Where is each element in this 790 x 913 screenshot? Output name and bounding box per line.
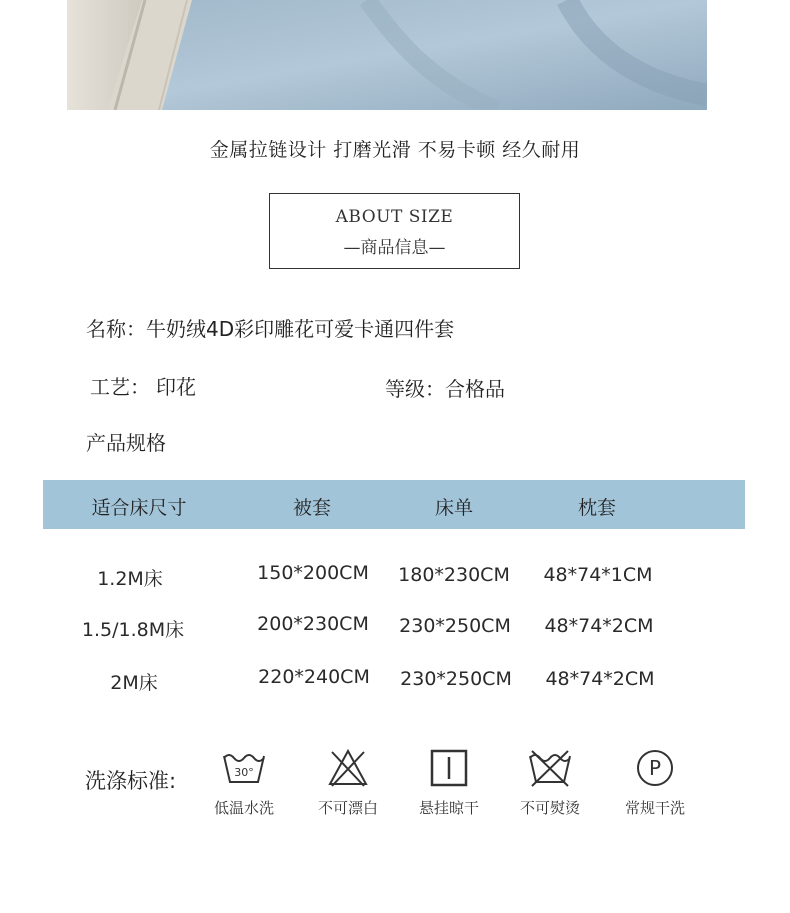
product-photo-fabric xyxy=(67,0,707,110)
product-grade-row xyxy=(385,373,505,402)
product-craft-value: 印花 xyxy=(156,375,196,399)
no-bleach-text: 不可漂白 xyxy=(317,799,379,817)
dry-clean-p-icon xyxy=(633,748,677,788)
row-bed-size: 1.2M床 xyxy=(97,568,163,590)
about-size-title-en: ABOUT SIZE xyxy=(335,207,454,227)
product-name-label: 名称： xyxy=(86,317,146,341)
spec-table-header xyxy=(43,480,745,529)
no-iron-icon xyxy=(528,748,572,788)
spec-header-bed-sheet: 床单 xyxy=(434,497,474,519)
about-size-title-cn: —商品信息— xyxy=(343,238,446,258)
zipper-feature-caption: 金属拉链设计 打磨光滑 不易卡顿 经久耐用 xyxy=(209,139,581,161)
row-pillowcase: 48*74*2CM xyxy=(544,615,654,637)
product-grade-label: 等级： xyxy=(385,377,445,401)
spec-header-duvet-cover: 被套 xyxy=(292,497,332,519)
no-iron-text: 不可熨烫 xyxy=(519,799,581,817)
row-bed-size: 2M床 xyxy=(110,672,158,694)
product-name-row xyxy=(86,313,454,342)
row-pillowcase: 48*74*2CM xyxy=(545,668,655,690)
row-duvet-cover: 150*200CM xyxy=(257,562,369,584)
product-name-value: 牛奶绒4D彩印雕花可爱卡通四件套 xyxy=(146,317,455,341)
washing-label: 洗涤标准: xyxy=(85,769,177,793)
spec-section-title: 产品规格 xyxy=(86,431,166,455)
product-grade-value: 合格品 xyxy=(445,377,505,401)
spec-header-bed-size: 适合床尺寸 xyxy=(91,497,187,519)
row-duvet-cover: 200*230CM xyxy=(257,613,369,635)
about-size-box xyxy=(269,193,520,269)
row-duvet-cover: 220*240CM xyxy=(258,666,370,688)
row-bed-sheet: 230*250CM xyxy=(399,615,511,637)
product-craft-label: 工艺： xyxy=(90,375,150,399)
row-bed-sheet: 180*230CM xyxy=(398,564,510,586)
wash-temp-text: 30° xyxy=(234,766,254,779)
row-bed-sheet: 230*250CM xyxy=(400,668,512,690)
product-craft-row xyxy=(90,371,196,400)
dry-clean-letter: P xyxy=(648,756,662,780)
row-bed-size: 1.5/1.8M床 xyxy=(81,619,185,641)
row-pillowcase: 48*74*1CM xyxy=(543,564,653,586)
wash-30-icon xyxy=(222,748,266,788)
spec-header-pillowcase: 枕套 xyxy=(577,497,617,519)
dry-clean-text: 常规干洗 xyxy=(624,799,686,817)
wash-30-text: 低温水洗 xyxy=(213,799,275,817)
no-bleach-icon xyxy=(326,748,370,788)
hang-dry-icon xyxy=(427,748,471,788)
hang-dry-text: 悬挂晾干 xyxy=(418,799,480,817)
